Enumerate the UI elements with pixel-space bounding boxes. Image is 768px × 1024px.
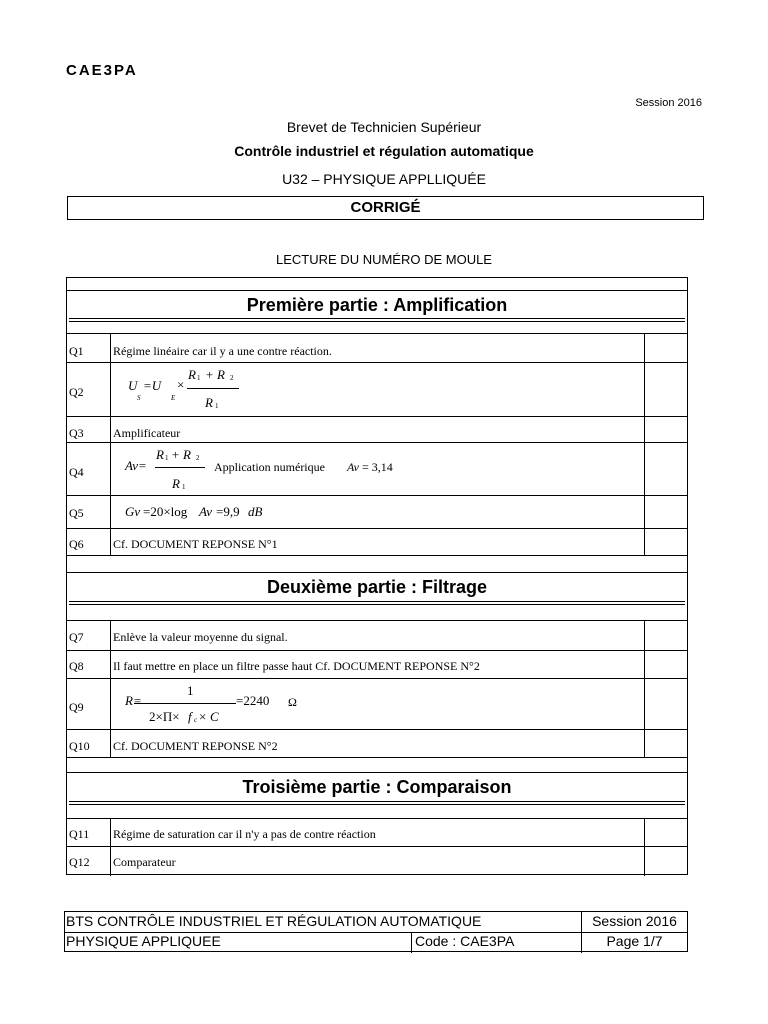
page-footer bbox=[64, 911, 688, 952]
answer-text: Régime linéaire car il y a une contre réaction. bbox=[113, 344, 332, 358]
section-title-comparaison: Troisième partie : Comparaison bbox=[242, 777, 512, 797]
question-number: Q2 bbox=[69, 385, 84, 399]
question-number: Q5 bbox=[69, 506, 84, 520]
question-number: Q6 bbox=[69, 537, 84, 551]
question-number: Q1 bbox=[69, 344, 84, 358]
answer-text: Cf. DOCUMENT REPONSE N°1 bbox=[113, 537, 278, 551]
question-number: Q8 bbox=[69, 659, 84, 673]
question-number: Q12 bbox=[69, 855, 90, 869]
question-number: Q4 bbox=[69, 465, 84, 479]
answer-text: Régime de saturation car il n'y a pas de contre réaction bbox=[113, 827, 376, 841]
lecture-label: LECTURE DU NUMÉRO DE MOULE bbox=[276, 252, 492, 267]
document-code: CAE3PA bbox=[66, 62, 138, 79]
question-number: Q11 bbox=[69, 827, 90, 841]
footer-code: Code : CAE3PA bbox=[415, 933, 515, 949]
footer-page: Page 1/7 bbox=[606, 933, 663, 949]
section-title-amplification: Première partie : Amplification bbox=[246, 295, 508, 315]
answer-table: Première partie : Amplification Q1 Régime linéaire car il y a une contre réaction. Q2 U S =U E × R 1 + R 2 R 1 Q3 Amplificateur Q4 Av= R 1 + R 2 R 1 Application numérique Av = 3,14 Q5 Gv =20×log Av =9,9 dB Q6 Cf. DOCUMENT REPONSE N°1 Deuxième partie : Filtrage Q7 Enlève la valeur moyenne du signal. Q8 Il faut mettre en place un filtre passe haut Cf. DOCUMENT REPONSE N°2 Q9 R= 1 2×Π× f c × C =2240 Ω Q10 Cf. DOCUMENT REPONSE N°2 Troisième partie : Comparaison Q11 Régime de saturation car il n'y a pas de contre réaction Q12 Comparateur bbox=[66, 277, 688, 875]
exam-title: Brevet de Technicien Supérieur bbox=[286, 119, 482, 135]
exam-specialty: Contrôle industriel et régulation automatique bbox=[234, 143, 534, 159]
session-label: Session 2016 bbox=[635, 97, 702, 109]
section-title-filtrage: Deuxième partie : Filtrage bbox=[266, 577, 488, 597]
question-number: Q7 bbox=[69, 630, 84, 644]
footer-title: BTS CONTRÔLE INDUSTRIEL ET RÉGULATION AUTOMATIQUE bbox=[66, 913, 482, 929]
answer-text: Comparateur bbox=[113, 855, 176, 869]
answer-text: Amplificateur bbox=[113, 426, 181, 440]
exam-unit: U32 – PHYSIQUE APPLLIQUÉE bbox=[282, 171, 486, 187]
footer-subject: PHYSIQUE APPLIQUEE bbox=[66, 933, 221, 949]
answer-text: Enlève la valeur moyenne du signal. bbox=[113, 630, 288, 644]
answer-text: Cf. DOCUMENT REPONSE N°2 bbox=[113, 739, 278, 753]
question-number: Q9 bbox=[69, 700, 84, 714]
answer-text: Il faut mettre en place un filtre passe haut Cf. DOCUMENT REPONSE N°2 bbox=[113, 659, 480, 673]
question-number: Q3 bbox=[69, 426, 84, 440]
footer-session: Session 2016 bbox=[592, 913, 677, 929]
corrige-banner: CORRIGÉ bbox=[67, 196, 704, 220]
question-number: Q10 bbox=[69, 739, 90, 753]
